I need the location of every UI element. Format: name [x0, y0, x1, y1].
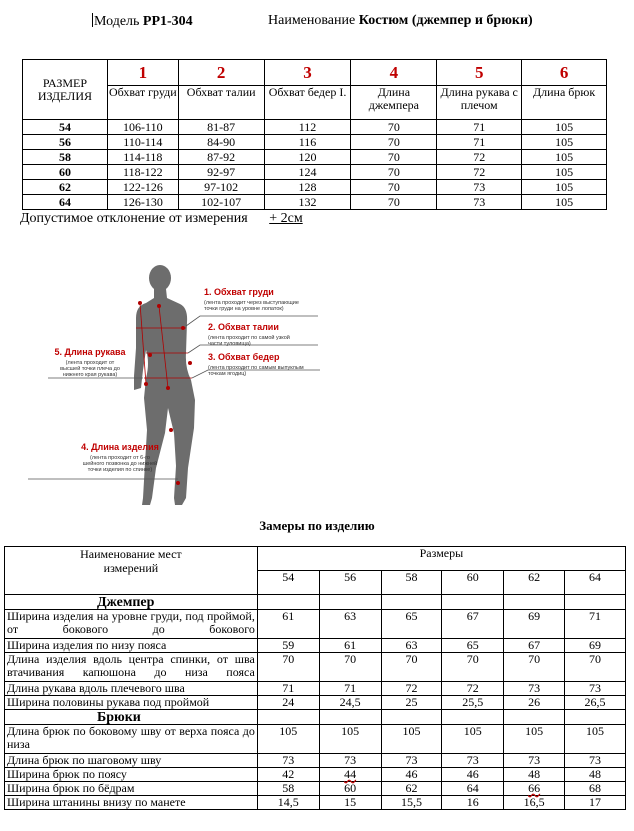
- section-jumper: Джемпер: [5, 595, 258, 610]
- measure-value-text: 63: [344, 609, 357, 623]
- measure-value-text: 72: [466, 681, 479, 695]
- value-cell: 110-114: [107, 135, 178, 150]
- value-cell: 120: [264, 150, 351, 165]
- model-header: [92, 13, 193, 30]
- measure-value: [257, 754, 319, 768]
- measure-label: Длина рукава вдоль плечевого шва: [5, 682, 258, 696]
- measure-value: [565, 639, 626, 653]
- measure-value-text: 42: [282, 767, 295, 781]
- measure-value: [319, 725, 381, 754]
- model-label: Модель: [94, 14, 140, 29]
- section-row: [5, 595, 626, 610]
- col-num-1: 1: [107, 60, 178, 86]
- value-cell: 126-130: [107, 195, 178, 210]
- value-cell: 122-126: [107, 180, 178, 195]
- value-cell: 124: [264, 165, 351, 180]
- value-cell: 84-90: [178, 135, 264, 150]
- measure-value-text: 64: [466, 781, 479, 795]
- measure-value: [257, 796, 319, 810]
- measure-value: [442, 725, 504, 754]
- measure-value: [381, 696, 442, 710]
- measure-value-text: 67: [528, 638, 541, 652]
- figure-label-title: 2. Обхват талии: [208, 322, 279, 332]
- measure-value-text: 105: [586, 724, 605, 738]
- figure-label-note: шейного позвонка до нижней: [82, 461, 158, 467]
- measure-value: [504, 782, 565, 796]
- measure-value-text: 24,5: [339, 695, 361, 709]
- measure-value: [504, 682, 565, 696]
- measure-value: [442, 639, 504, 653]
- measure-row: [5, 653, 626, 682]
- measure-value-text: 67: [466, 609, 479, 623]
- empty-cell: [565, 595, 626, 610]
- size-row: [23, 165, 607, 180]
- measure-value: [565, 768, 626, 782]
- size-cell: 58: [23, 150, 108, 165]
- col-num-6: 6: [522, 60, 607, 86]
- measure-value: [257, 768, 319, 782]
- measure-value-text: 26,5: [584, 695, 606, 709]
- measure-value: [504, 639, 565, 653]
- measure-value-text: 15: [344, 795, 357, 809]
- name-value: Костюм (джемпер и брюки): [358, 13, 533, 28]
- measure-label: Длина изделия вдоль центра спинки, от шва втачивания капюшона до низа пояса: [5, 653, 258, 682]
- value-cell: 112: [264, 120, 351, 135]
- measure-value-text: 66: [528, 781, 541, 795]
- measure-label: Длина брюк по боковому шву от верха пояса до низа: [5, 725, 258, 754]
- measure-value-text: 63: [405, 638, 418, 652]
- figure-label-note: высшей точки плеча до: [60, 366, 120, 372]
- col-num-2: 2: [178, 60, 264, 86]
- measure-value: [319, 653, 381, 682]
- size-row: [23, 135, 607, 150]
- measure-value: [442, 796, 504, 810]
- measure-value: [442, 610, 504, 639]
- measure-value-text: 65: [466, 638, 479, 652]
- value-cell: 114-118: [107, 150, 178, 165]
- measure-value-text: 71: [589, 609, 602, 623]
- measure-value: [257, 610, 319, 639]
- figure-label-note: точки изделия по спинке): [87, 467, 153, 473]
- measure-value-text: 73: [528, 753, 541, 767]
- measure-value: [257, 653, 319, 682]
- value-cell: 92-97: [178, 165, 264, 180]
- measure-value: [442, 682, 504, 696]
- measure-value-text: 73: [589, 681, 602, 695]
- measure-value-text: 62: [405, 781, 418, 795]
- value-cell: 106-110: [107, 120, 178, 135]
- size-cell: 54: [23, 120, 108, 135]
- measure-row: [5, 768, 626, 782]
- measure-value-text: 61: [344, 638, 357, 652]
- tolerance-text: Допустимое отклонение от измерения: [20, 211, 248, 226]
- body-measurement-figure: [28, 258, 338, 513]
- header-row: [5, 547, 626, 571]
- value-cell: 105: [522, 180, 607, 195]
- size-header-cell: 58: [381, 571, 442, 595]
- figure-label-note: (лента проходит от: [65, 360, 115, 366]
- measure-value: [319, 639, 381, 653]
- measure-value: [319, 768, 381, 782]
- measure-value-text: 71: [344, 681, 357, 695]
- size-header-cell: 56: [319, 571, 381, 595]
- value-cell: 105: [522, 135, 607, 150]
- measure-value: [381, 639, 442, 653]
- figure-label-note: нижнего края рукава): [62, 372, 118, 378]
- measure-value: [504, 653, 565, 682]
- measure-value-text: 17: [589, 795, 602, 809]
- col-label-2: Обхват талии: [178, 86, 264, 120]
- tolerance-note: [20, 211, 303, 227]
- empty-cell: [504, 710, 565, 725]
- empty-cell: [504, 595, 565, 610]
- measure-value-text: 60: [344, 781, 357, 795]
- figure-label-title: 4. Длина изделия: [81, 442, 159, 452]
- section-row: [5, 710, 626, 725]
- measure-value-text: 68: [589, 781, 602, 795]
- measure-value-text: 44: [344, 767, 357, 781]
- measure-value: [319, 696, 381, 710]
- col-label-3: Обхват бедер I.: [264, 86, 351, 120]
- figure-label-note: части туловища): [208, 341, 251, 347]
- measure-value-text: 25,5: [462, 695, 484, 709]
- measure-value: [319, 754, 381, 768]
- size-row: [23, 150, 607, 165]
- measure-value-text: 65: [405, 609, 418, 623]
- measure-row: [5, 696, 626, 710]
- size-header: РАЗМЕР ИЗДЕЛИЯ: [23, 60, 108, 120]
- measure-label: Ширина штанины внизу по манете: [5, 796, 258, 810]
- measure-value: [381, 768, 442, 782]
- value-cell: 70: [351, 180, 437, 195]
- tolerance-value: + 2см: [269, 211, 303, 226]
- measure-value: [442, 782, 504, 796]
- measure-value: [504, 754, 565, 768]
- measure-value: [381, 782, 442, 796]
- measure-value-text: 105: [463, 724, 482, 738]
- empty-cell: [257, 595, 319, 610]
- measure-value-text: 71: [282, 681, 295, 695]
- head-label: Наименование мест измерений: [5, 547, 258, 595]
- measure-value: [257, 639, 319, 653]
- measure-value: [381, 796, 442, 810]
- measure-label: Ширина брюк по бёдрам: [5, 782, 258, 796]
- measure-value-text: 73: [528, 681, 541, 695]
- value-cell: 105: [522, 195, 607, 210]
- measure-value: [565, 682, 626, 696]
- measure-value-text: 15,5: [400, 795, 422, 809]
- measure-value: [504, 768, 565, 782]
- measure-label: Ширина изделия по низу пояса: [5, 639, 258, 653]
- measure-value: [381, 682, 442, 696]
- measure-value-text: 105: [341, 724, 360, 738]
- measure-value: [381, 653, 442, 682]
- measure-value-text: 46: [466, 767, 479, 781]
- value-cell: 71: [437, 135, 522, 150]
- col-label-1: Обхват груди: [107, 86, 178, 120]
- size-header-cell: 64: [565, 571, 626, 595]
- size-header-cell: 54: [257, 571, 319, 595]
- measure-value: [319, 796, 381, 810]
- measure-value-text: 24: [282, 695, 295, 709]
- measurements-title: Замеры по изделию: [259, 518, 375, 533]
- measure-value-text: 69: [528, 609, 541, 623]
- col-num-3: 3: [264, 60, 351, 86]
- measure-value-text: 16: [466, 795, 479, 809]
- measure-value-text: 59: [282, 638, 295, 652]
- size-cell: 62: [23, 180, 108, 195]
- sizes-label: Размеры: [257, 547, 625, 571]
- value-cell: 128: [264, 180, 351, 195]
- value-cell: 70: [351, 195, 437, 210]
- measure-row: [5, 782, 626, 796]
- size-row: [23, 195, 607, 210]
- measure-label: Ширина брюк по поясу: [5, 768, 258, 782]
- measure-value-text: 73: [282, 753, 295, 767]
- figure-label-title: 3. Обхват бедер: [208, 352, 280, 362]
- measure-value: [504, 796, 565, 810]
- figure-label-note: (лента проходит по самой узкой: [208, 335, 290, 341]
- measure-value-text: 25: [405, 695, 418, 709]
- measure-value: [257, 682, 319, 696]
- value-cell: 81-87: [178, 120, 264, 135]
- measure-value: [257, 696, 319, 710]
- measure-value-text: 72: [405, 681, 418, 695]
- measure-value-text: 69: [589, 638, 602, 652]
- measure-value: [442, 696, 504, 710]
- figure-label-note: (лента проходит по самым выпуклым: [208, 365, 304, 371]
- measure-value-text: 73: [405, 753, 418, 767]
- measure-value: [565, 696, 626, 710]
- measure-value-text: 105: [279, 724, 298, 738]
- measure-value: [257, 782, 319, 796]
- value-cell: 70: [351, 165, 437, 180]
- measure-value-text: 73: [589, 753, 602, 767]
- value-cell: 70: [351, 135, 437, 150]
- measure-value: [257, 725, 319, 754]
- measure-value: [565, 653, 626, 682]
- measure-label: Ширина изделия на уровне груди, под проймой, от бокового до бокового: [5, 610, 258, 639]
- measure-value: [504, 696, 565, 710]
- size-header-cell: 60: [442, 571, 504, 595]
- figure-label-title: 5. Длина рукава: [54, 347, 126, 357]
- value-cell: 132: [264, 195, 351, 210]
- measure-value-text: 16,5: [523, 795, 545, 809]
- measure-value-text: 73: [466, 753, 479, 767]
- empty-cell: [381, 595, 442, 610]
- value-cell: 72: [437, 150, 522, 165]
- measure-value: [319, 682, 381, 696]
- measure-row: [5, 725, 626, 754]
- measure-value-text: 26: [528, 695, 541, 709]
- empty-cell: [565, 710, 626, 725]
- measure-value: [319, 610, 381, 639]
- value-cell: 70: [351, 120, 437, 135]
- figure-label-note: (лента проходит от 6-го: [90, 455, 150, 461]
- measure-value-text: 73: [344, 753, 357, 767]
- measure-value-text: 70: [344, 652, 357, 666]
- measure-value: [504, 725, 565, 754]
- measure-value: [381, 610, 442, 639]
- measure-value: [504, 610, 565, 639]
- col-label-5: Длина рукава с плечом: [437, 86, 522, 120]
- measure-value: [565, 796, 626, 810]
- size-table: [22, 59, 607, 210]
- size-table-body: [23, 120, 607, 210]
- value-cell: 97-102: [178, 180, 264, 195]
- value-cell: 105: [522, 120, 607, 135]
- value-cell: 105: [522, 150, 607, 165]
- empty-cell: [257, 710, 319, 725]
- empty-cell: [442, 710, 504, 725]
- empty-cell: [319, 710, 381, 725]
- figure-label-note: точки груди на уровне лопаток): [204, 306, 284, 312]
- value-cell: 72: [437, 165, 522, 180]
- measure-value-text: 70: [528, 652, 541, 666]
- col-num-4: 4: [351, 60, 437, 86]
- measure-row: [5, 610, 626, 639]
- value-cell: 105: [522, 165, 607, 180]
- measure-value-text: 14,5: [277, 795, 299, 809]
- col-num-5: 5: [437, 60, 522, 86]
- measure-value-text: 48: [589, 767, 602, 781]
- name-label: Наименование: [268, 13, 356, 28]
- value-cell: 116: [264, 135, 351, 150]
- measure-value: [565, 782, 626, 796]
- measure-value-text: 70: [589, 652, 602, 666]
- size-cell: 56: [23, 135, 108, 150]
- measure-value: [442, 653, 504, 682]
- figure-label-title: 1. Обхват груди: [204, 287, 274, 297]
- measure-value: [381, 754, 442, 768]
- value-cell: 118-122: [107, 165, 178, 180]
- measure-value-text: 61: [282, 609, 295, 623]
- empty-cell: [442, 595, 504, 610]
- col-label-6: Длина брюк: [522, 86, 607, 120]
- measure-row: [5, 796, 626, 810]
- value-cell: 87-92: [178, 150, 264, 165]
- size-row: [23, 120, 607, 135]
- figure-label-note: (лента проходит через выступающие: [204, 300, 299, 306]
- measure-value: [565, 725, 626, 754]
- value-cell: 102-107: [178, 195, 264, 210]
- measure-value-text: 70: [466, 652, 479, 666]
- measure-label: Длина брюк по шаговому шву: [5, 754, 258, 768]
- measure-value: [565, 610, 626, 639]
- value-cell: 73: [437, 180, 522, 195]
- measure-row: [5, 639, 626, 653]
- measure-value-text: 70: [405, 652, 418, 666]
- figure-label-note: точкам ягодиц): [208, 371, 247, 377]
- name-header: [268, 13, 533, 29]
- measure-value-text: 70: [282, 652, 295, 666]
- col-label-4: Длина джемпера: [351, 86, 437, 120]
- measure-value: [381, 725, 442, 754]
- size-cell: 60: [23, 165, 108, 180]
- measure-row: [5, 754, 626, 768]
- model-value: РР1-304: [142, 14, 193, 29]
- measurements-table: [4, 546, 626, 810]
- size-header-cell: 62: [504, 571, 565, 595]
- measure-value-text: 105: [525, 724, 544, 738]
- measure-value: [442, 754, 504, 768]
- empty-cell: [381, 710, 442, 725]
- measure-value: [319, 782, 381, 796]
- size-cell: 64: [23, 195, 108, 210]
- measure-row: [5, 682, 626, 696]
- measure-value-text: 58: [282, 781, 295, 795]
- size-row: [23, 180, 607, 195]
- measure-value: [565, 754, 626, 768]
- empty-cell: [319, 595, 381, 610]
- measure-value-text: 46: [405, 767, 418, 781]
- text-cursor: [92, 13, 93, 27]
- value-cell: 71: [437, 120, 522, 135]
- measure-label: Ширина половины рукава под проймой: [5, 696, 258, 710]
- section-pants: Брюки: [5, 710, 258, 725]
- measure-value: [442, 768, 504, 782]
- measure-value-text: 48: [528, 767, 541, 781]
- value-cell: 73: [437, 195, 522, 210]
- measure-value-text: 105: [402, 724, 421, 738]
- value-cell: 70: [351, 150, 437, 165]
- measurements-table-body: [5, 547, 626, 810]
